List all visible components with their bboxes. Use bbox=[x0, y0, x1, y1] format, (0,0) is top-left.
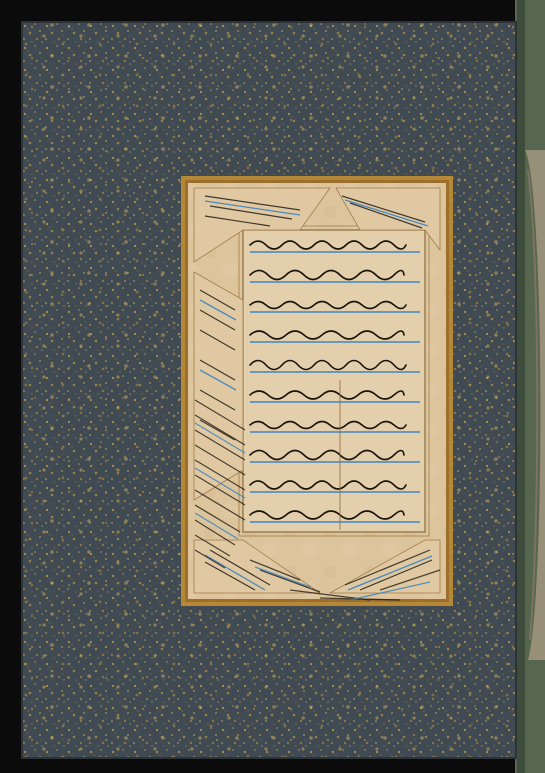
adjacent-leaf bbox=[515, 0, 545, 773]
text-panel bbox=[181, 176, 453, 606]
